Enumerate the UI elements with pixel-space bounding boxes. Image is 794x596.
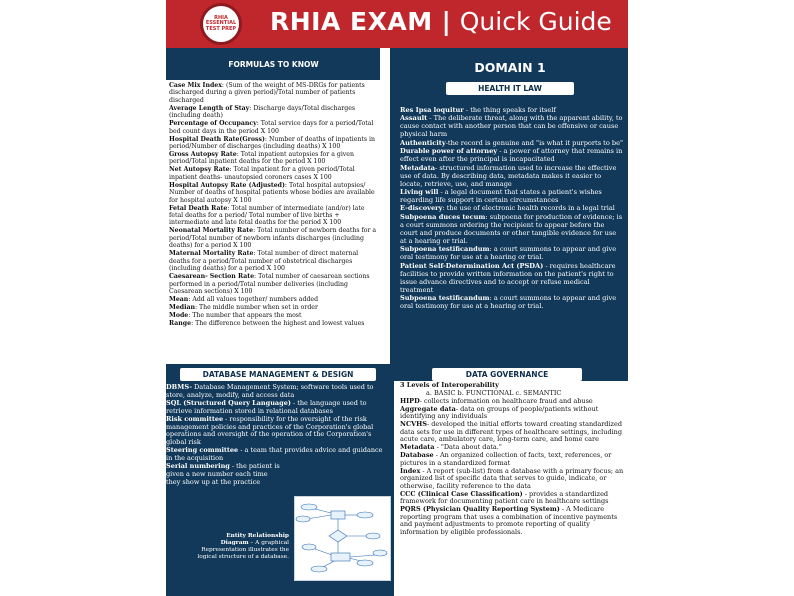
list-item: Durable power of attorney - a power of attorney that remains in effect even after the principal is incapacitated	[400, 147, 623, 164]
list-item: Neonatal Mortality Rate: Total number of newborn deaths for a period/Total number of newborn infants discharges (including deaths) for a period X 100	[169, 227, 377, 250]
rhia-seal-logo	[200, 3, 242, 45]
list-item: Average Length of Stay: Discharge days/Total discharges (including death)	[169, 104, 356, 120]
list-item: Net Autopsy Rate: Total inpatient for a given period/Total inpatient deaths- unautopsied coroners cases X 100	[169, 166, 355, 181]
list-item: Risk committee - responsibility for the oversight of the risk management policies and practices of the Corporation's global operations and oversight of the operation of the Corporation's global risk	[166, 414, 374, 447]
list-item: Steering committee - a team that provides advice and guidance in the acquisition	[166, 446, 383, 463]
list-item: Fetal Death Rate: Total number of intermediate (and/or) late fetal deaths for a period/ Total number of live births + intermediate and late fetal deaths for the period X 100	[169, 204, 365, 227]
list-item: Range: The difference between the highest and lowest values	[169, 319, 365, 327]
seal-line-3: TEST PREP	[205, 25, 237, 32]
er-diagram-illustration	[295, 497, 390, 580]
list-item: DBMS- Database Management System; software tools used to store, analyze, modify, and access data	[166, 383, 374, 399]
list-item: Mean: Add all values together/ numbers added	[169, 295, 319, 303]
list-item: Hospital Death Rate(Gross): Number of deaths of inpatients in period/Number of discharges (including deaths) X 100	[169, 135, 375, 151]
governance-list	[394, 381, 628, 596]
list-item: E-discovery: the use of electronic health records in a legal trial	[400, 204, 615, 213]
list-item: Subpoena testificandum: a court summons to appear and give oral testimony for use at a hearing or trial.	[400, 294, 617, 311]
domain-title: DOMAIN 1	[474, 60, 546, 75]
list-item: SQL (Structured Query Language) - the language used to retrieve information stored in relational databases	[166, 398, 367, 415]
header-banner	[166, 0, 628, 48]
list-item: Living will - a legal document that states a patient's wishes regarding life support in certain circumstances	[400, 187, 602, 204]
list-item: Assault - The deliberate threat, along with the apparent ability, to cause contact with another person that can be offensive or cause physical harm	[400, 114, 623, 139]
list-item: Gross Autopsy Rate: Total inpatient autopsies for a given period/Total inpatient deaths for the period X 100	[169, 151, 354, 166]
list-item: HIPD- collects information on healthcare fraud and abuse	[400, 396, 593, 405]
database-heading: DATABASE MANAGEMENT & DESIGN	[180, 368, 376, 381]
governance-heading: DATA GOVERNANCE	[432, 368, 582, 381]
database-list	[166, 384, 388, 487]
list-item: Median: The middle number when set in order	[169, 303, 318, 311]
formulas-heading: FORMULAS TO KNOW	[228, 60, 319, 69]
interop-title: 3 Levels of Interoperability	[400, 381, 499, 389]
list-item: Database - An organized collection of facts, text, references, or pictures in a standardized format	[400, 451, 612, 467]
list-item: Case Mix Index: (Sum of the weight of MS-DRGs for patients discharged during a given period)/Total number of patients discharged	[169, 82, 365, 104]
health-it-law-heading: HEALTH IT LAW	[446, 82, 574, 95]
er-diagram-image	[294, 496, 391, 581]
domain-list	[400, 106, 624, 310]
list-item: CCC (Clinical Case Classification) - provides a standardized framework for documenting patient care in healthcare settings	[400, 489, 609, 506]
list-item: Maternal Mortality Rate: Total number of direct maternal deaths for a period/Total number of obstetrical discharges (including deaths) for a period X 100	[169, 250, 359, 273]
list-item: NCVHS- developed the initial efforts toward creating standardized data sets for use in different types of healthcare settings, including acute care, ambulatory care, long-term care, and home care	[400, 420, 623, 444]
list-item: Index - A report (sub-list) from a database with a primary focus; an organized list of specific data that serves to guide, indicate, or otherwise, facility reference to the data	[400, 466, 624, 490]
seal-line-2: ESSENTIAL	[205, 20, 237, 27]
list-item: PQRS (Physician Quality Reporting System) - A Medicare reporting program that uses a combination of incentive payments and payment adjustments to promote reporting of quality information by eligible professionals.	[400, 505, 618, 536]
study-sheet	[166, 0, 628, 596]
list-item: Subpoena duces tecum: subpoena for production of evidence; is a court summons ordering the recipient to appear before the court and produce documents or other tangible evidence for use at a hearing or trial.	[400, 212, 623, 245]
list-item: Metadata- structured information used to increase the effective use of data. By describing data, metadata makes it easier to locate, retrieve, use, and manage	[400, 163, 617, 188]
list-item: Metadata - "Data about data."	[400, 443, 502, 452]
list-item: Caesarean- Section Rate: Total number of caesarean sections performed in a period/Total number deliveries (including Caesarean sections) X 100	[169, 273, 370, 295]
list-item: Hospital Autopsy Rate (Adjusted): Total hospital autopsies/ Number of deaths of hospital patients whose bodies are available for hospital autopsy X 100	[169, 181, 375, 204]
title-separator: |	[441, 7, 451, 36]
list-item: Mode: The number that appears the most	[169, 311, 302, 319]
list-item: Percentage of Occupancy: Total service days for a period/Total bed count days in the period X 100	[169, 120, 374, 135]
list-item: Subpoena testificandum: a court summons to appear and give oral testimony for use at a hearing or trial.	[400, 245, 617, 262]
list-item: Aggregate data- data on groups of people/patients without identifying any individuals	[400, 404, 599, 421]
title-main: RHIA EXAM	[270, 7, 433, 36]
list-item: Res Ipsa loquitur - the thing speaks for itself	[400, 106, 556, 114]
seal-line-1: RHIA	[214, 15, 228, 22]
interop-levels: a. BASIC b. FUNCTIONAL c. SEMANTIC	[426, 388, 562, 397]
page-title	[270, 7, 612, 36]
list-item: Serial numbering - the patient is given a new number each time they show up at the practice	[166, 462, 280, 486]
er-diagram-caption: Entity Relationship Diagram – A graphical Representation illustrates the logical structure of a database.	[197, 533, 289, 560]
title-sub: Quick Guide	[459, 7, 612, 36]
list-item: Authenticity-the record is genuine and "is what it purports to be"	[400, 138, 624, 147]
list-item: Patient Self-Determination Act (PSDA) - requires healthcare facilities to provide written information on the patient's right to issue advance directives and to accept or refuse medical treatment	[400, 261, 616, 294]
formulas-list	[166, 80, 380, 356]
